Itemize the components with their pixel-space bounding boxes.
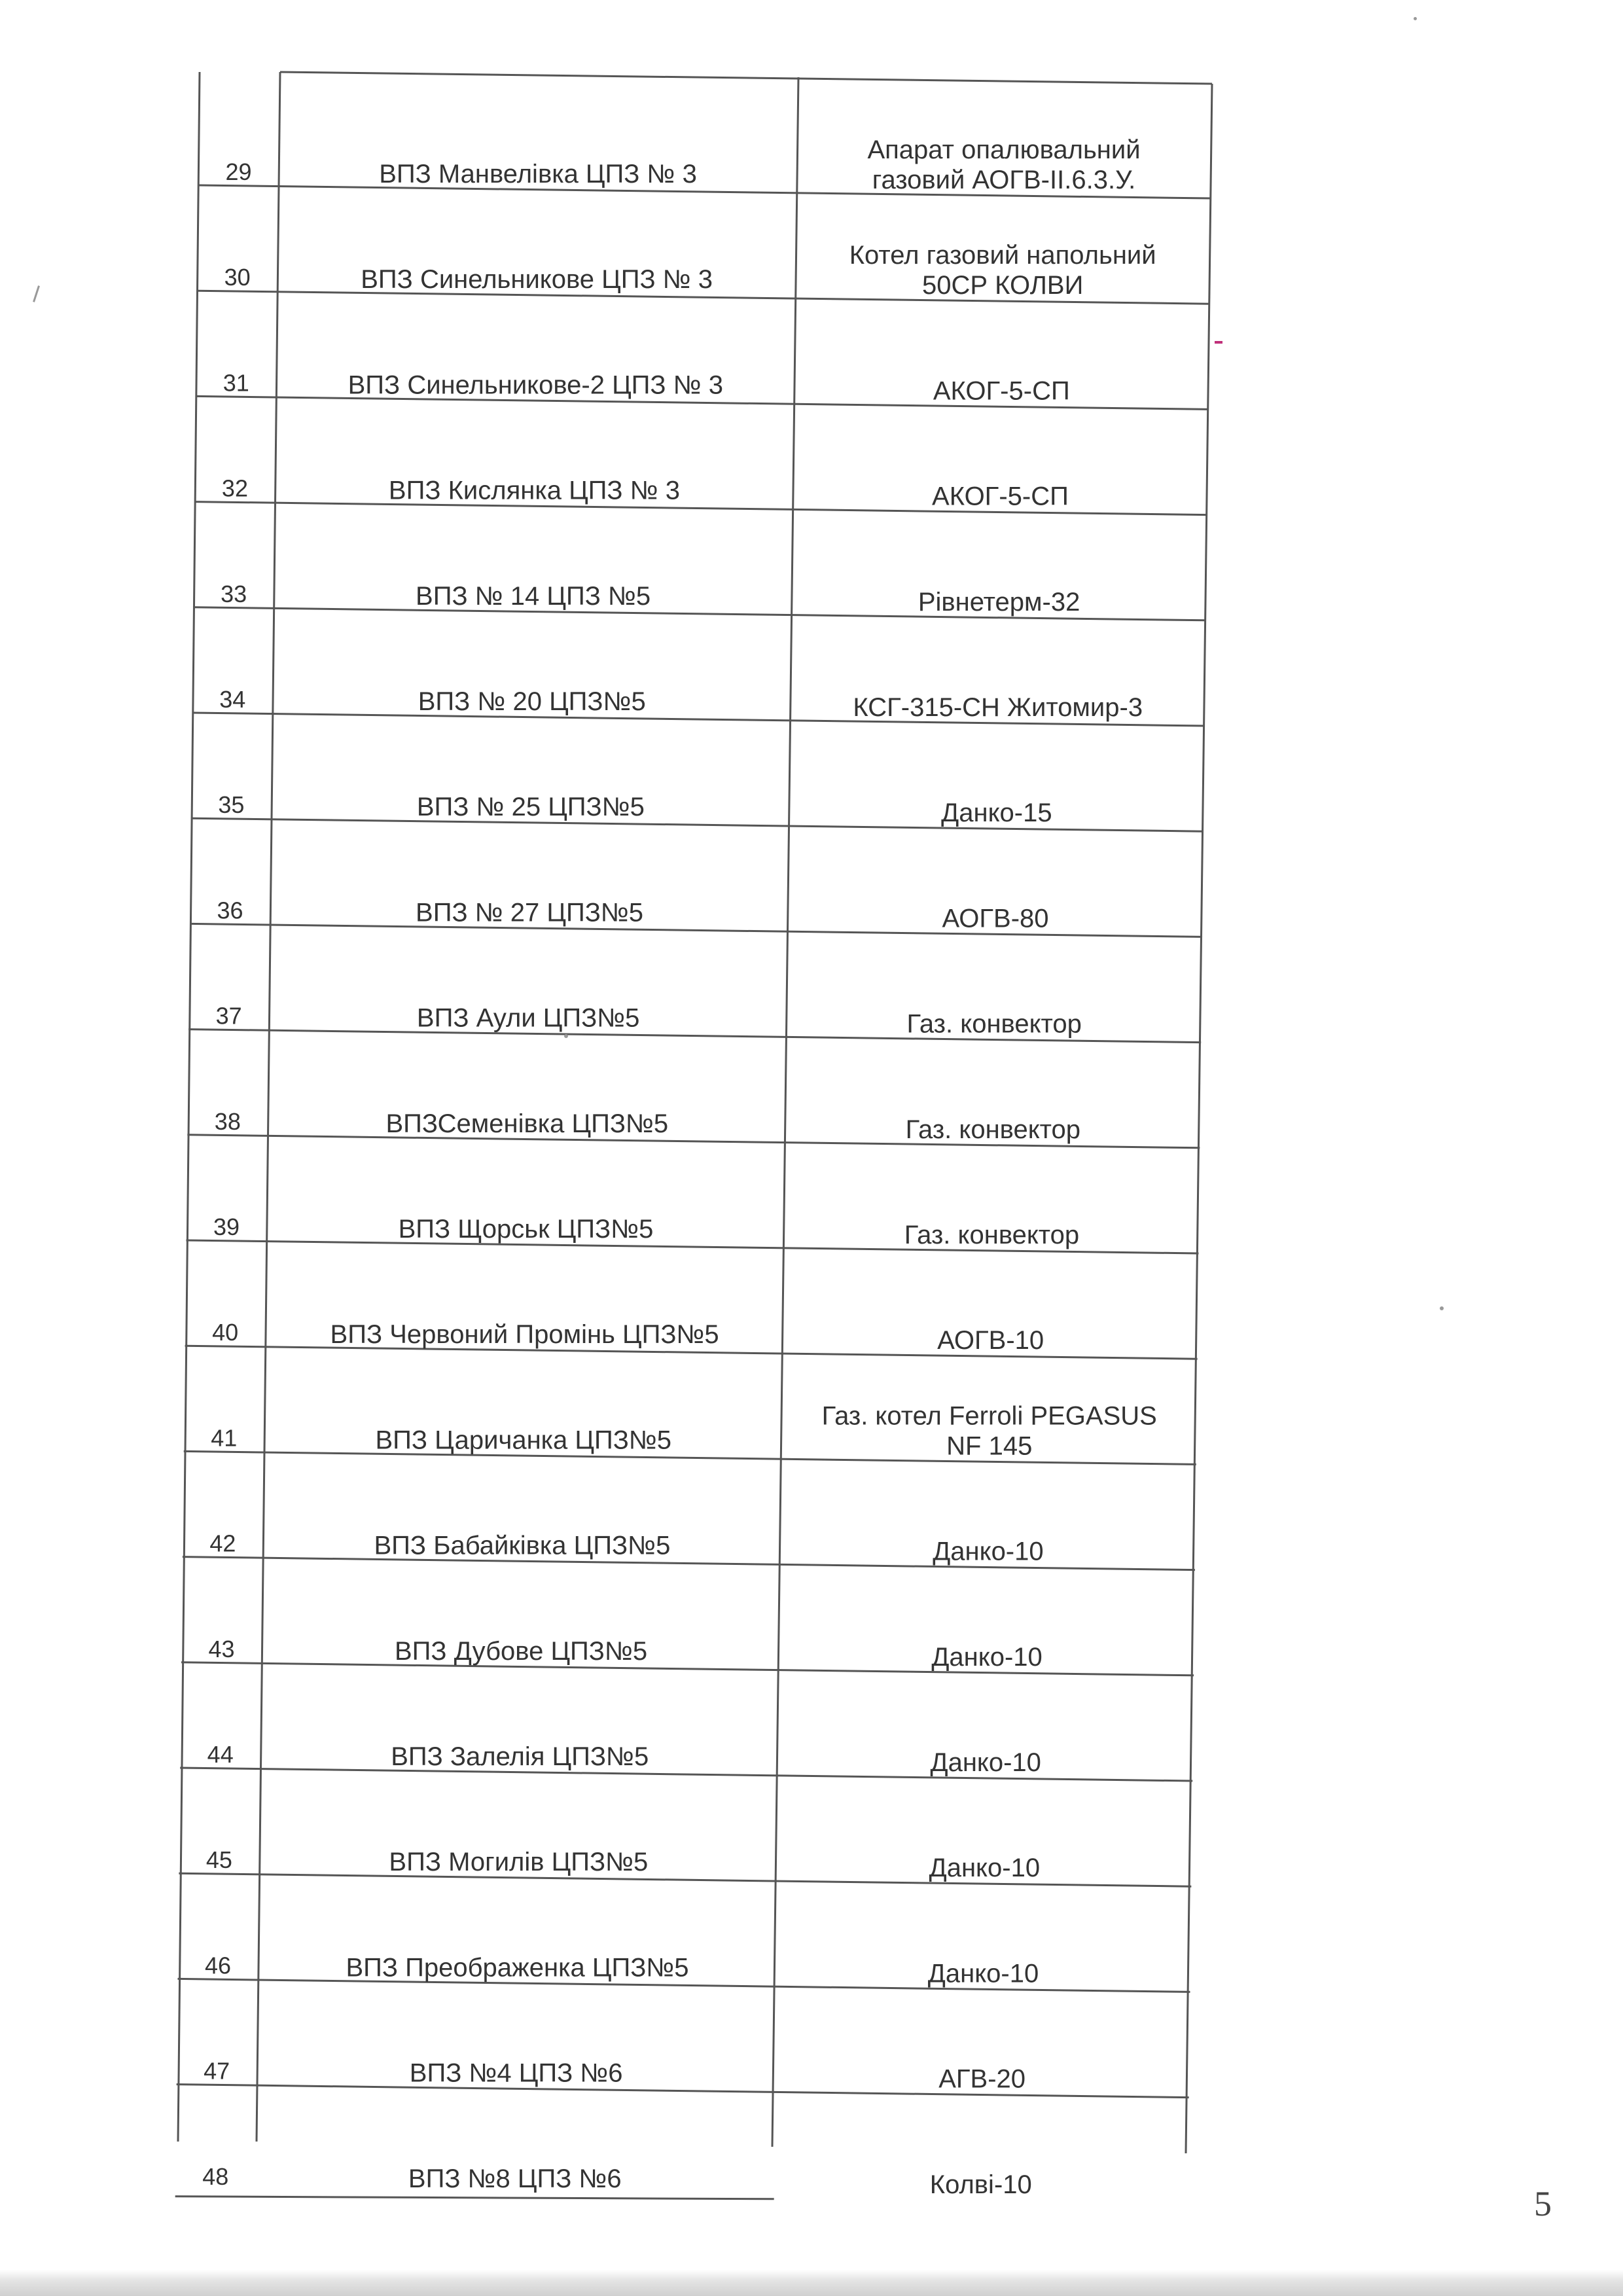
table-row [211,1401,1157,1460]
row-name: ВПЗСеменівка ЦПЗ№5 [385,1109,669,1138]
scan-speck [1414,17,1417,20]
row-name: ВПЗ № 14 ЦПЗ №5 [416,581,651,611]
row-equipment: Данко-15 [941,798,1052,828]
row-number: 29 [225,158,252,185]
row-equipment: Котел газовий напольний [849,241,1156,270]
row-name: ВПЗ № 20 ЦПЗ№5 [418,687,646,716]
row-name: ВПЗ №4 ЦПЗ №6 [409,2058,623,2088]
scan-speck [564,1034,568,1038]
table-row [218,791,1052,827]
row-equipment: Данко-10 [929,1854,1041,1883]
row-equipment: Данко-10 [927,1959,1039,1988]
row-name: ВПЗ Могилів ЦПЗ№5 [389,1848,649,1877]
row-name: ВПЗ Бабайківка ЦПЗ№5 [374,1531,671,1560]
table-row [225,135,1140,194]
row-name: ВПЗ Аули ЦПЗ№5 [416,1003,640,1033]
row-name: ВПЗ Червоний Промінь ЦПЗ№5 [330,1320,719,1350]
row-name: ВПЗ Дубове ЦПЗ№5 [395,1636,648,1666]
row-number: 42 [209,1530,236,1557]
table-row [216,1003,1082,1039]
row-equipment: Апарат опалювальний [867,135,1141,164]
row-name: ВПЗ Манвелівка ЦПЗ № 3 [379,160,697,188]
row-number: 45 [205,1846,232,1874]
row-name: ВПЗ Залелія ЦПЗ№5 [391,1742,649,1771]
table-row [212,1319,1044,1355]
page-number: 5 [1534,2184,1552,2223]
row-equipment: Рівнетерм-32 [918,587,1080,617]
row-name: ВПЗ №8 ЦПЗ №6 [408,2164,622,2193]
row-equipment: АОГВ-80 [942,904,1049,933]
row-equipment: Данко-10 [931,1642,1043,1672]
table-row [222,475,1069,511]
table-row [209,1636,1043,1672]
row-number: 41 [211,1424,238,1452]
row-number: 40 [212,1319,239,1346]
table-row [205,1952,1039,1988]
row-equipment: Данко-10 [933,1537,1044,1566]
row-equipment: КСГ-315-СН Житомир-3 [853,693,1143,722]
row-number: 31 [223,369,249,397]
row-number: 39 [213,1213,240,1240]
row-equipment: АКОГ-5-СП [932,482,1069,511]
table-row [217,897,1049,933]
row-equipment: АГВ-20 [938,2064,1026,2094]
table-row [219,686,1143,722]
table-row [215,1108,1080,1144]
row-number: 37 [215,1002,242,1030]
row-equipment: Газ. конвектор [904,1221,1080,1249]
row-equipment: газовий АОГВ-ІІ.6.3.У. [872,166,1136,194]
row-name: ВПЗ Синельникове ЦПЗ № 3 [361,265,713,295]
row-number: 46 [204,1952,232,1979]
row-number: 43 [208,1635,235,1662]
row-number: 35 [218,791,245,819]
row-number: 38 [214,1107,241,1135]
row-number: 32 [221,475,248,502]
row-number: 30 [224,264,251,291]
scan-speck [1215,341,1222,344]
table-row [224,241,1156,300]
table-row [213,1213,1079,1249]
row-equipment: Колві-10 [929,2170,1032,2199]
row-number: 36 [217,897,243,924]
row-equipment: Данко-10 [930,1748,1041,1777]
row-equipment: NF 145 [946,1431,1033,1461]
table-row [204,2058,1026,2094]
row-name: ВПЗ № 27 ЦПЗ№5 [416,898,644,927]
row-number: 48 [202,2162,229,2190]
table-bottom-border [175,2197,774,2199]
table-row [223,369,1070,405]
row-equipment: АОГВ-10 [937,1326,1044,1355]
row-equipment: АКОГ-5-СП [933,376,1070,406]
scan-bottom-edge [0,2270,1623,2296]
row-number: 34 [219,686,246,713]
row-divider [177,2085,1189,2098]
scan-speck [1440,1306,1444,1310]
table-row [209,1530,1043,1566]
row-name: ВПЗ № 25 ЦПЗ№5 [416,793,645,822]
table-row [207,1741,1041,1777]
table-row [221,581,1080,617]
row-name: ВПЗ Синельникове-2 ЦПЗ № 3 [348,370,723,400]
row-equipment: Газ. котел Ferroli PEGASUS [821,1401,1157,1431]
row-equipment: Газ. конвектор [905,1115,1081,1144]
table-rows [202,135,1157,2199]
row-name: ВПЗ Преображенка ЦПЗ№5 [346,1953,689,1982]
row-name: ВПЗ Щорськ ЦПЗ№5 [398,1215,654,1244]
table-row [202,2163,1032,2199]
row-number: 44 [207,1741,234,1768]
row-name: ВПЗ Царичанка ЦПЗ№5 [375,1426,672,1455]
row-number: 47 [204,2057,230,2085]
row-number: 33 [221,580,247,607]
table-row [206,1846,1040,1882]
row-equipment: 50СР КОЛВИ [921,271,1084,300]
row-equipment: Газ. конвектор [906,1009,1082,1039]
row-name: ВПЗ Кислянка ЦПЗ № 3 [388,476,680,505]
row-divider [184,1451,1196,1464]
row-divider [190,924,1202,937]
